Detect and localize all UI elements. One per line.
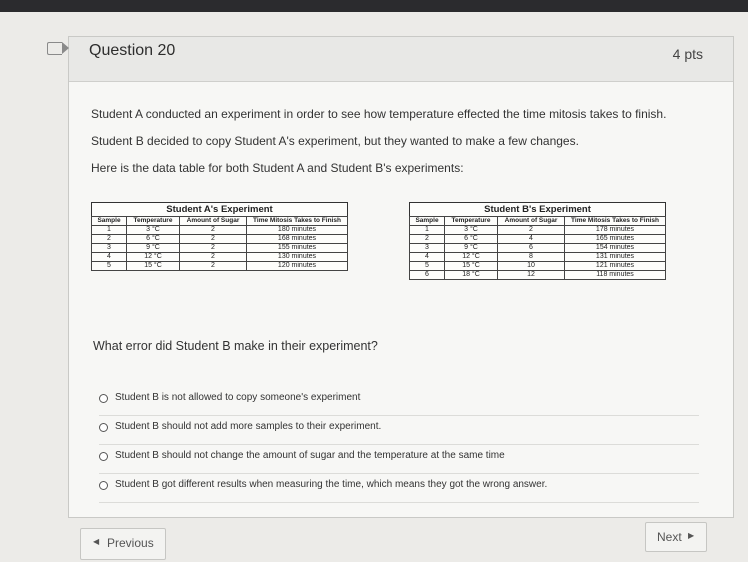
- cell: 3 °C: [127, 226, 180, 235]
- previous-label: Previous: [107, 536, 154, 550]
- cell: 131 minutes: [565, 253, 666, 262]
- cell: 6: [498, 244, 565, 253]
- table-header-row: [92, 217, 348, 226]
- answer-label[interactable]: Student B should not change the amount of sugar and the temperature at the same time: [115, 450, 505, 461]
- cell: 180 minutes: [247, 226, 348, 235]
- paragraph: Student A conducted an experiment in order to see how temperature effected the time mitosis takes to finish.: [91, 107, 667, 121]
- cell: 4: [92, 253, 127, 262]
- answer-option-1[interactable]: [99, 387, 699, 416]
- header-cell: Time Mitosis Takes to Finish: [565, 217, 666, 226]
- radio-button[interactable]: [99, 423, 108, 432]
- cell: 3 °C: [445, 226, 498, 235]
- next-label: Next: [657, 530, 682, 544]
- student-b-table: [409, 202, 666, 280]
- paragraph: Student B decided to copy Student A's experiment, but they wanted to make a few changes.: [91, 134, 579, 148]
- flag-question-icon[interactable]: [47, 42, 62, 55]
- cell: 18 °C: [445, 271, 498, 280]
- question-header: [69, 37, 733, 82]
- table-row: [410, 262, 666, 271]
- cell: 2: [180, 244, 247, 253]
- answer-option-4[interactable]: [99, 474, 699, 503]
- cell: 12 °C: [445, 253, 498, 262]
- cell: 9 °C: [127, 244, 180, 253]
- cell: 6 °C: [127, 235, 180, 244]
- cell: 4: [498, 235, 565, 244]
- table-row: [92, 253, 348, 262]
- cell: 168 minutes: [247, 235, 348, 244]
- cell: 9 °C: [445, 244, 498, 253]
- paragraph: Here is the data table for both Student A and Student B's experiments:: [91, 161, 464, 175]
- cell: 130 minutes: [247, 253, 348, 262]
- question-points: 4 pts: [672, 46, 703, 62]
- table-row: [410, 271, 666, 280]
- table-row: [410, 253, 666, 262]
- header-cell: Amount of Sugar: [498, 217, 565, 226]
- table-row: [92, 244, 348, 253]
- table-row: [92, 235, 348, 244]
- cell: 5: [92, 262, 127, 271]
- screen: [0, 12, 748, 562]
- cell: 10: [498, 262, 565, 271]
- cell: 6 °C: [445, 235, 498, 244]
- radio-button[interactable]: [99, 452, 108, 461]
- table-row: [410, 226, 666, 235]
- cell: 2: [180, 235, 247, 244]
- cell: 8: [498, 253, 565, 262]
- table-row: [92, 226, 348, 235]
- table-row: [410, 244, 666, 253]
- cell: 3: [92, 244, 127, 253]
- cell: 1: [410, 226, 445, 235]
- answer-option-3[interactable]: [99, 445, 699, 474]
- answer-option-2[interactable]: [99, 416, 699, 445]
- cell: 6: [410, 271, 445, 280]
- table-title: Student A's Experiment: [91, 202, 348, 216]
- header-cell: Amount of Sugar: [180, 217, 247, 226]
- next-button[interactable]: [645, 522, 707, 552]
- cell: 121 minutes: [565, 262, 666, 271]
- cell: 120 minutes: [247, 262, 348, 271]
- cell: 178 minutes: [565, 226, 666, 235]
- question-prompt: What error did Student B make in their experiment?: [93, 339, 378, 353]
- cell: 2: [498, 226, 565, 235]
- cell: 4: [410, 253, 445, 262]
- cell: 12: [498, 271, 565, 280]
- cell: 154 minutes: [565, 244, 666, 253]
- cell: 3: [410, 244, 445, 253]
- cell: 2: [180, 253, 247, 262]
- header-cell: Temperature: [127, 217, 180, 226]
- chevron-right-icon: ▶: [688, 531, 695, 540]
- radio-button[interactable]: [99, 481, 108, 490]
- answer-list: [99, 387, 699, 503]
- cell: 155 minutes: [247, 244, 348, 253]
- cell: 2: [410, 235, 445, 244]
- cell: 2: [180, 262, 247, 271]
- answer-label[interactable]: Student B should not add more samples to their experiment.: [115, 421, 382, 432]
- student-a-table-wrap: [91, 202, 348, 271]
- cell: 5: [410, 262, 445, 271]
- answer-label[interactable]: Student B is not allowed to copy someone's experiment: [115, 392, 361, 403]
- previous-button[interactable]: [80, 528, 166, 560]
- question-text: [91, 107, 711, 188]
- header-cell: Sample: [410, 217, 445, 226]
- table-row: [410, 235, 666, 244]
- cell: 165 minutes: [565, 235, 666, 244]
- table-header-row: [410, 217, 666, 226]
- table-row: [92, 262, 348, 271]
- cell: 118 minutes: [565, 271, 666, 280]
- question-title: Question 20: [89, 42, 176, 59]
- radio-button[interactable]: [99, 394, 108, 403]
- chevron-left-icon: ◀: [93, 537, 100, 546]
- cell: 12 °C: [127, 253, 180, 262]
- cell: 2: [180, 226, 247, 235]
- cell: 1: [92, 226, 127, 235]
- student-a-table: [91, 202, 348, 271]
- header-cell: Time Mitosis Takes to Finish: [247, 217, 348, 226]
- question-card: [68, 36, 734, 518]
- cell: 15 °C: [127, 262, 180, 271]
- cell: 15 °C: [445, 262, 498, 271]
- student-b-table-wrap: [409, 202, 666, 280]
- answer-label[interactable]: Student B got different results when measuring the time, which means they got the wrong answer.: [115, 479, 548, 490]
- cell: 2: [92, 235, 127, 244]
- header-cell: Temperature: [445, 217, 498, 226]
- header-cell: Sample: [92, 217, 127, 226]
- table-title: Student B's Experiment: [409, 202, 666, 216]
